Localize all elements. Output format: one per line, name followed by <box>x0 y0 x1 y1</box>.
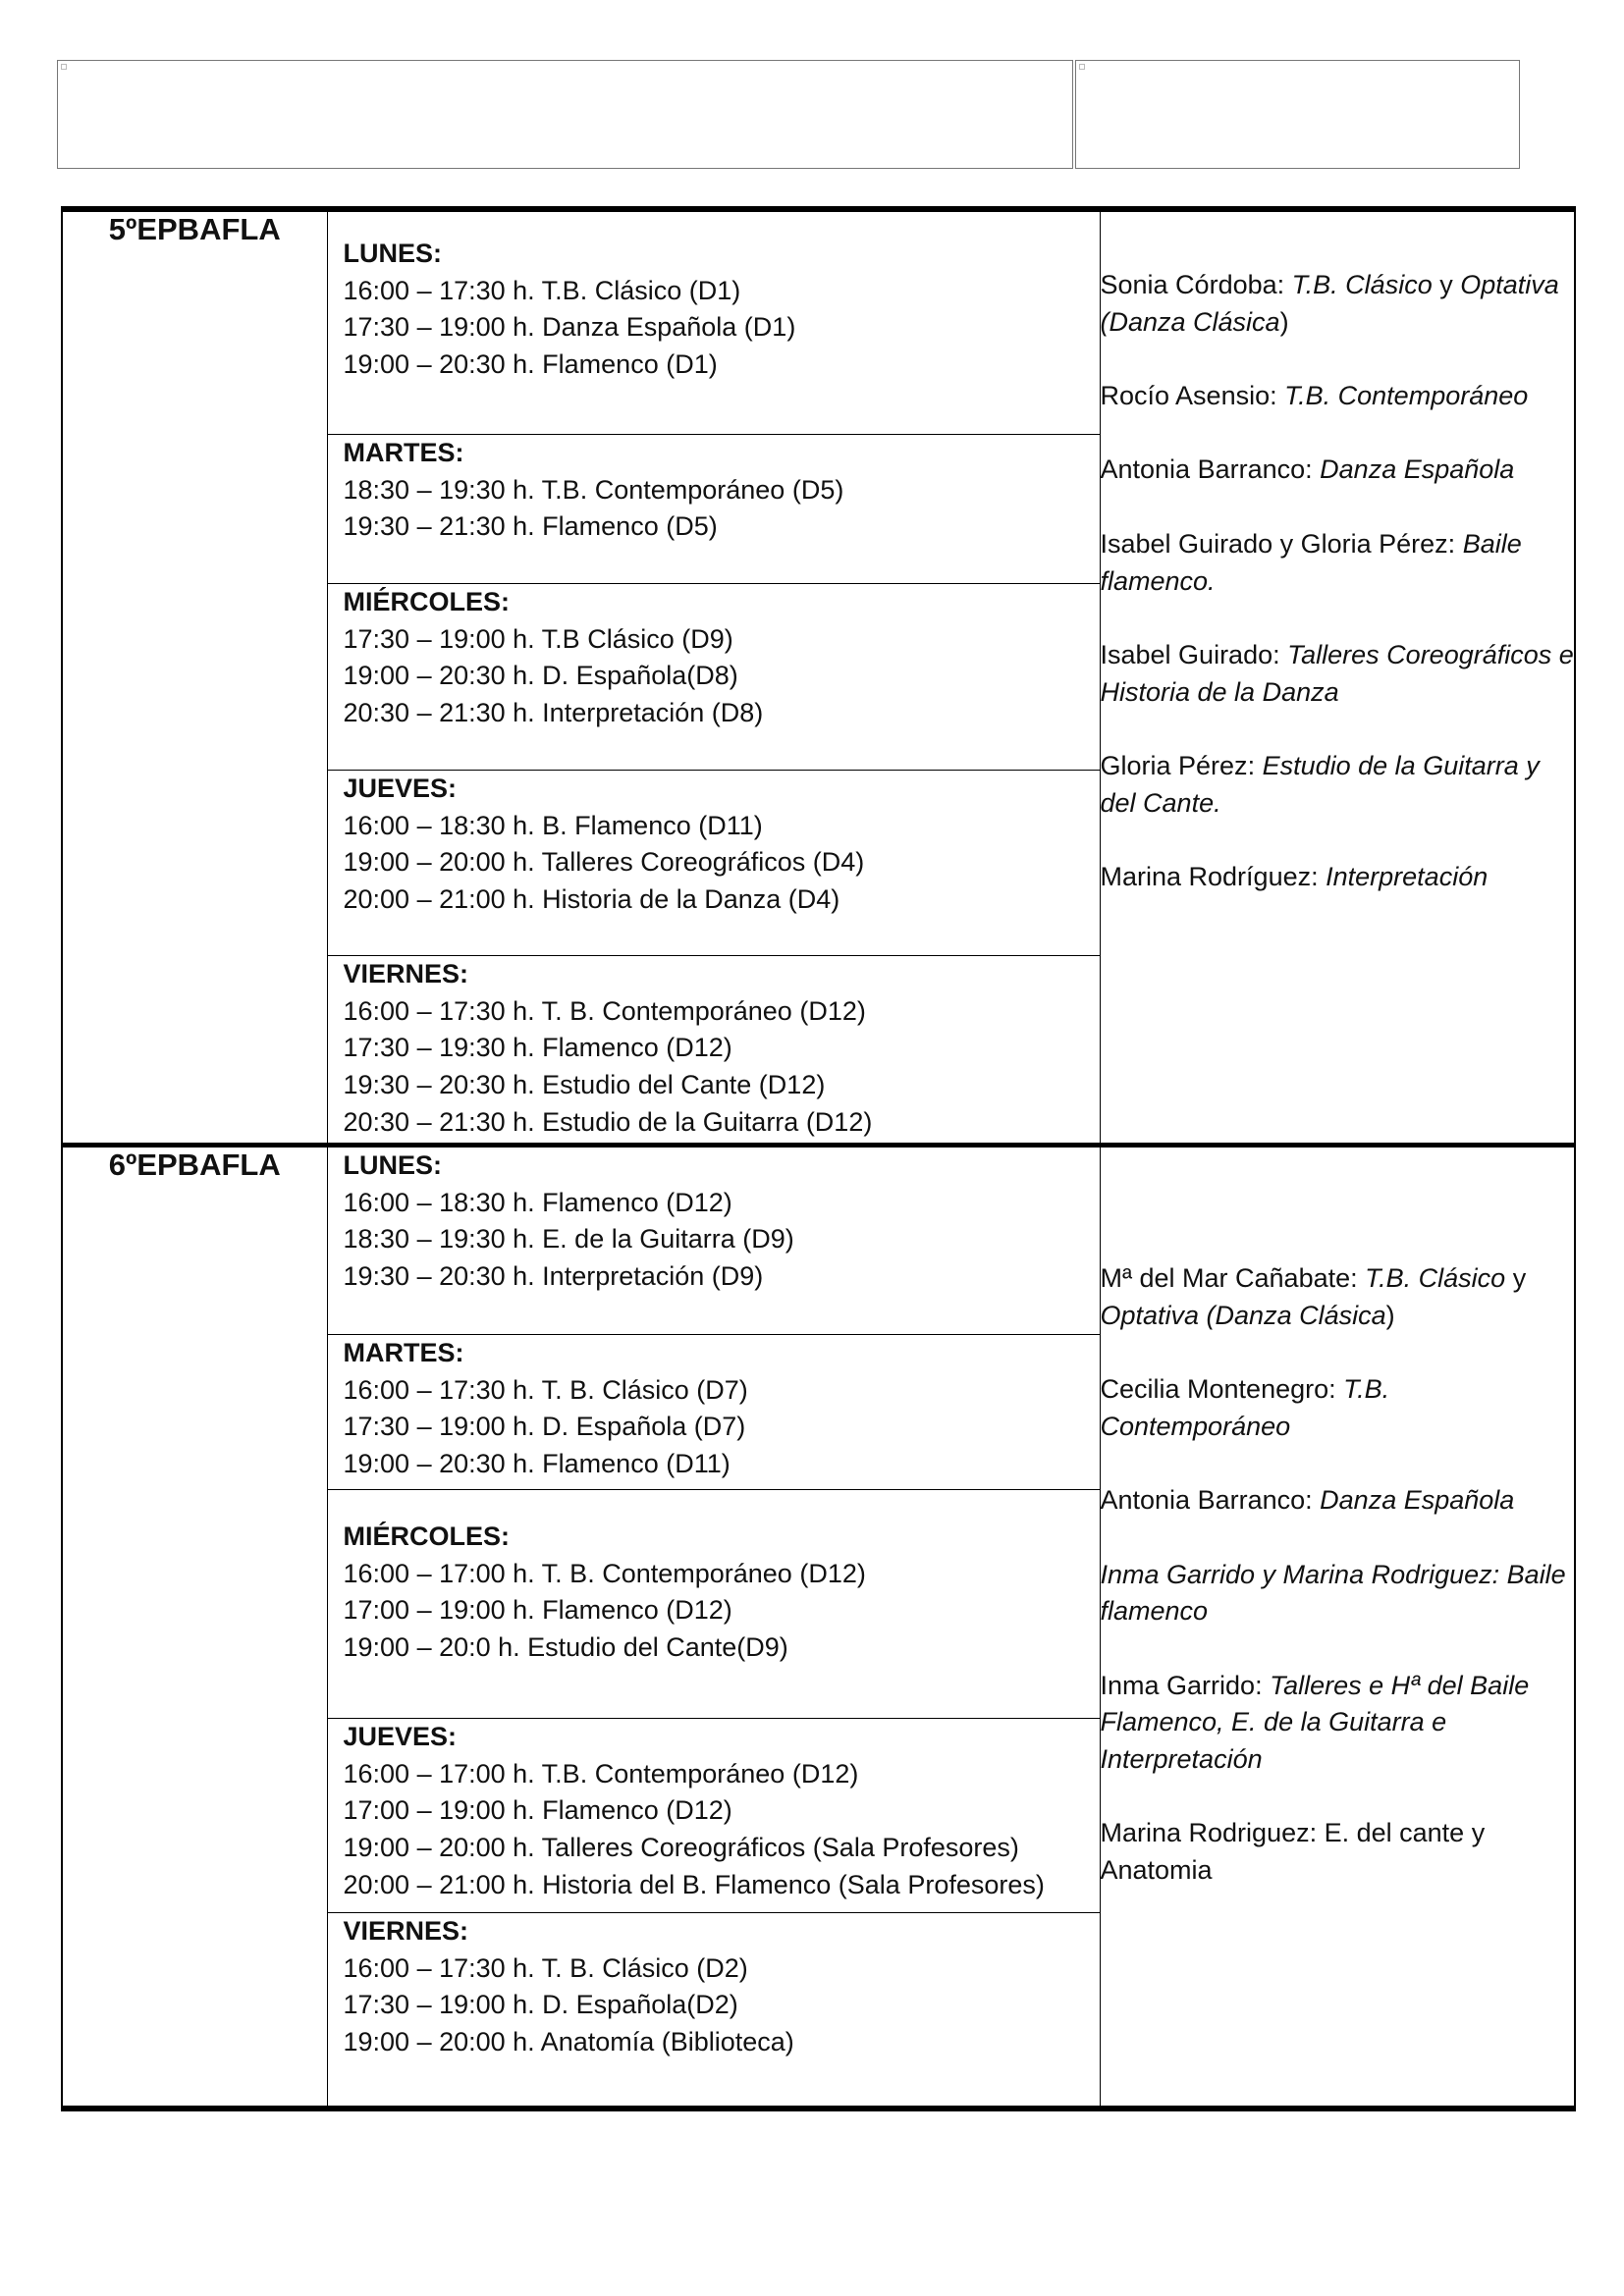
teacher-name: Mª del Mar Cañabate <box>1100 1263 1351 1293</box>
schedule-line: 20:00 – 21:00 h. Historia de la Danza (D4) <box>343 884 840 915</box>
schedule-line: 16:00 – 17:00 h. T. B. Contemporáneo (D12) <box>343 1558 866 1588</box>
teacher-sep: : <box>1276 270 1285 299</box>
day-block <box>328 955 1100 1143</box>
teacher-subjects: Interpretación <box>1318 862 1489 892</box>
teacher-sep: : <box>1270 381 1277 411</box>
day-block <box>328 1718 1100 1912</box>
teacher-name: Antonia Barranco <box>1100 1485 1306 1516</box>
course-name: 5ºEPBAFLA <box>62 209 327 1146</box>
schedule-line: 19:00 – 20:00 h. Anatomía (Biblioteca) <box>343 2027 794 2057</box>
schedule-line: 20:30 – 21:30 h. Estudio de la Guitarra (D12) <box>343 1106 873 1137</box>
teacher-entry <box>1101 1482 1575 1520</box>
header-right-box <box>1075 60 1520 169</box>
teacher-sep: : <box>1305 1485 1313 1516</box>
teacher-name: Rocío Asensio <box>1100 381 1271 411</box>
schedule-line: 16:00 – 17:30 h. T.B. Clásico (D1) <box>343 275 741 305</box>
schedule-line: 19:00 – 20:00 h. Talleres Coreográficos (D4) <box>343 847 865 878</box>
teacher-name: Antonia Barranco <box>1100 454 1306 485</box>
day-name: LUNES: <box>343 239 442 268</box>
day-block <box>328 1148 1100 1334</box>
teacher-name: Sonia Córdoba <box>1100 270 1277 299</box>
teacher-name: Inma Garrido <box>1100 1670 1256 1700</box>
teacher-sep: : <box>1272 639 1280 669</box>
schedule-line: 20:00 – 21:00 h. Historia del B. Flamenco (Sala Profesores) <box>343 1869 1045 1899</box>
teacher-subjects: T.B. Clásico <box>1357 1263 1506 1293</box>
teacher-sep: : <box>1350 1263 1358 1293</box>
teacher-subjects: T.B. Contemporáneo <box>1276 381 1529 411</box>
schedule-line: 16:00 – 17:30 h. T. B. Contemporáneo (D12) <box>343 995 866 1026</box>
schedule-line: 17:30 – 19:00 h. D. Española(D2) <box>343 1990 738 2020</box>
course-name: 6ºEPBAFLA <box>62 1146 327 2109</box>
schedule-line: 17:00 – 19:00 h. Flamenco (D12) <box>343 1595 732 1626</box>
teacher-name: Gloria Pérez <box>1100 751 1248 781</box>
schedule-line: 17:30 – 19:00 h. D. Española (D7) <box>343 1412 746 1442</box>
teachers-cell <box>1100 209 1575 1146</box>
day-block <box>328 1489 1100 1718</box>
teacher-subjects: Talleres e Hª del Baile Flamenco, E. de la Guitarra e Interpretación <box>1100 1670 1530 1775</box>
day-name: VIERNES: <box>343 959 469 988</box>
day-name: LUNES: <box>343 1150 442 1180</box>
schedule-line: 16:00 – 17:00 h. T.B. Contemporáneo (D12) <box>343 1758 859 1789</box>
teacher-rest-italic: Optativa (Danza Clásica <box>1100 1300 1386 1330</box>
schedule-line: 18:30 – 19:30 h. T.B. Contemporáneo (D5) <box>343 474 844 505</box>
teacher-name: Marina Rodríguez <box>1100 862 1312 892</box>
teacher-entry <box>1101 637 1575 711</box>
teacher-entry <box>1101 526 1575 600</box>
schedule-table <box>61 206 1576 2111</box>
teacher-entry <box>1101 1815 1575 1889</box>
day-block <box>328 583 1100 770</box>
day-name: MARTES: <box>343 1338 464 1367</box>
day-block <box>328 434 1100 583</box>
schedule-line: 19:00 – 20:0 h. Estudio del Cante(D9) <box>343 1632 788 1663</box>
teacher-entry <box>1101 1371 1575 1445</box>
image-placeholder-icon <box>1079 64 1085 70</box>
teacher-subjects: Danza Española <box>1312 454 1515 485</box>
schedule-line: 16:00 – 17:30 h. T. B. Clásico (D2) <box>343 1952 748 1983</box>
teacher-rest-plain: y <box>1505 1263 1527 1293</box>
header-left-box <box>57 60 1073 169</box>
teacher-entry <box>1101 748 1575 822</box>
teacher-rest-italic: Optativa (Danza Clásica <box>1100 270 1559 337</box>
teacher-name: Isabel Guirado <box>1100 639 1273 669</box>
teacher-sep: : <box>1255 1670 1263 1700</box>
course-row <box>62 209 1575 1146</box>
day-block <box>328 1334 1100 1489</box>
teacher-name: Isabel Guirado y Gloria Pérez <box>1100 528 1448 559</box>
days-cell <box>327 209 1100 1146</box>
day-name: MIÉRCOLES: <box>343 587 511 616</box>
teacher-sep: : <box>1328 1374 1336 1405</box>
teacher-entry <box>1101 267 1575 341</box>
schedule-line: 17:30 – 19:30 h. Flamenco (D12) <box>343 1033 732 1063</box>
schedule-line: 16:00 – 18:30 h. Flamenco (D12) <box>343 1187 732 1217</box>
days-cell <box>327 1146 1100 2109</box>
schedule-line: 17:30 – 19:00 h. T.B Clásico (D9) <box>343 623 733 654</box>
teacher-sep: : <box>1247 751 1256 781</box>
schedule-line: 17:00 – 19:00 h. Flamenco (D12) <box>343 1795 732 1826</box>
teacher-subjects: Estudio de la Guitarra y del Cante. <box>1100 751 1540 818</box>
teacher-sep: : <box>1447 528 1456 559</box>
schedule-line: 18:30 – 19:30 h. E. de la Guitarra (D9) <box>343 1224 794 1255</box>
schedule-line: 19:00 – 20:30 h. D. Española(D8) <box>343 661 738 691</box>
teacher-sep: : <box>1311 862 1319 892</box>
schedule-line: 17:30 – 19:00 h. Danza Española (D1) <box>343 312 796 343</box>
schedule-line: 19:30 – 20:30 h. Interpretación (D9) <box>343 1261 764 1292</box>
day-block <box>328 770 1100 955</box>
teacher-rest-plain: y <box>1432 270 1461 299</box>
teacher-entry <box>1101 452 1575 489</box>
schedule-line: 19:30 – 20:30 h. Estudio del Cante (D12) <box>343 1070 826 1100</box>
day-name: JUEVES: <box>343 774 458 803</box>
image-placeholder-icon <box>61 64 67 70</box>
teacher-subjects: T.B. Contemporáneo <box>1100 1374 1390 1441</box>
teacher-entry <box>1101 1260 1575 1334</box>
teacher-subjects: Baile flamenco. <box>1100 528 1522 596</box>
teacher-tail: ) <box>1279 306 1289 337</box>
teacher-sep: : <box>1305 454 1313 485</box>
teacher-name: Cecilia Montenegro <box>1100 1374 1329 1405</box>
schedule-line: 19:30 – 21:30 h. Flamenco (D5) <box>343 511 718 542</box>
schedule-line: 16:00 – 17:30 h. T. B. Clásico (D7) <box>343 1374 748 1405</box>
teacher-entry <box>1101 1668 1575 1779</box>
teacher-subjects: Danza Española <box>1312 1485 1515 1516</box>
day-name: MIÉRCOLES: <box>343 1522 511 1551</box>
teacher-tail: ) <box>1385 1300 1395 1330</box>
day-name: VIERNES: <box>343 1916 469 1946</box>
schedule-line: 19:00 – 20:00 h. Talleres Coreográficos (Sala Profesores) <box>343 1833 1019 1863</box>
teacher-subjects: Talleres Coreográficos e Historia de la Danza <box>1100 639 1574 707</box>
day-name: JUEVES: <box>343 1722 458 1751</box>
day-block <box>328 1912 1100 2106</box>
schedule-line: 20:30 – 21:30 h. Interpretación (D8) <box>343 698 764 728</box>
teacher-subjects: T.B. Clásico <box>1284 270 1433 299</box>
teacher-name: Marina Rodriguez: E. del cante y Anatomia <box>1100 1818 1486 1886</box>
teacher-entry <box>1101 378 1575 415</box>
schedule-line: 19:00 – 20:30 h. Flamenco (D11) <box>343 1449 731 1479</box>
day-name: MARTES: <box>343 438 464 467</box>
schedule-line: 19:00 – 20:30 h. Flamenco (D1) <box>343 349 718 380</box>
teacher-entry <box>1101 1557 1575 1630</box>
course-row <box>62 1146 1575 2109</box>
teachers-cell <box>1100 1146 1575 2109</box>
teacher-entry <box>1101 859 1575 896</box>
day-block <box>328 212 1100 434</box>
schedule-line: 16:00 – 18:30 h. B. Flamenco (D11) <box>343 810 763 840</box>
teacher-subjects: Inma Garrido y Marina Rodriguez: Baile flamenco <box>1100 1559 1566 1627</box>
